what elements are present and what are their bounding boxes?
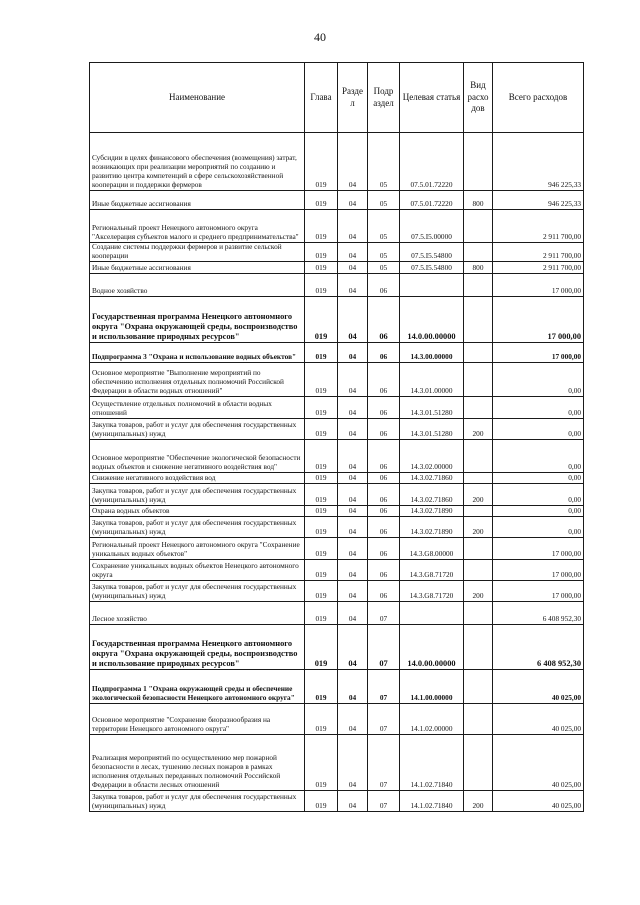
table-row — [90, 483, 584, 505]
budget-table — [89, 62, 584, 812]
cell-vid — [464, 439, 493, 472]
cell-razdel: 04 — [338, 133, 368, 191]
table-row — [90, 559, 584, 580]
cell-podrazdel: 07 — [368, 790, 400, 811]
cell-glava: 019 — [305, 559, 338, 580]
cell-podrazdel: 06 — [368, 396, 400, 418]
table-header-row — [90, 63, 584, 133]
table-row — [90, 734, 584, 790]
cell-vid — [464, 537, 493, 559]
cell-razdel: 04 — [338, 624, 368, 669]
cell-name: Осуществление отдельных полномочий в области водных отношений — [90, 396, 305, 418]
table-row — [90, 243, 584, 262]
cell-vid: 200 — [464, 418, 493, 439]
cell-glava: 019 — [305, 734, 338, 790]
cell-vid: 200 — [464, 483, 493, 505]
cell-name: Основное мероприятие "Выполнение мероприятий по обеспечению исполнения отдельных полномочий Российской Федерации в области водных отношений" — [90, 362, 305, 396]
cell-total: 0,00 — [493, 418, 584, 439]
cell-podrazdel: 07 — [368, 734, 400, 790]
cell-glava: 019 — [305, 703, 338, 734]
cell-target: 14.3.G8.71720 — [400, 580, 464, 601]
cell-total: 17 000,00 — [493, 342, 584, 362]
cell-vid — [464, 342, 493, 362]
cell-name: Основное мероприятие "Обеспечение экологической безопасности водных объектов и снижение негативного воздействия вод" — [90, 439, 305, 472]
cell-name: Создание системы поддержки фермеров и развитие сельской кооперации — [90, 243, 305, 262]
header-glava: Глава — [305, 63, 338, 133]
cell-total: 0,00 — [493, 505, 584, 516]
cell-target: 14.0.00.00000 — [400, 296, 464, 342]
cell-glava: 019 — [305, 790, 338, 811]
header-razdel: Разде л — [338, 63, 368, 133]
table-row — [90, 624, 584, 669]
cell-vid — [464, 472, 493, 483]
cell-target: 14.1.02.71840 — [400, 790, 464, 811]
cell-total: 6 408 952,30 — [493, 601, 584, 624]
cell-name: Государственная программа Ненецкого автономного округа "Охрана окружающей среды, воспроизводство и использование природных ресурсов" — [90, 624, 305, 669]
cell-podrazdel: 07 — [368, 601, 400, 624]
cell-razdel: 04 — [338, 734, 368, 790]
cell-target: 14.3.G8.71720 — [400, 559, 464, 580]
cell-glava: 019 — [305, 537, 338, 559]
table-row — [90, 362, 584, 396]
cell-glava: 019 — [305, 191, 338, 210]
cell-podrazdel: 05 — [368, 210, 400, 243]
cell-name: Закупка товаров, работ и услуг для обеспечения государственных (муниципальных) нужд — [90, 516, 305, 537]
cell-name: Подпрограмма 1 "Охрана окружающей среды и обеспечение экологической безопасности Ненецкого автономного округа" — [90, 669, 305, 703]
cell-vid: 800 — [464, 191, 493, 210]
cell-name: Снижение негативного воздействия вод — [90, 472, 305, 483]
cell-total: 2 911 700,00 — [493, 210, 584, 243]
cell-podrazdel: 06 — [368, 296, 400, 342]
cell-target: 14.3.00.00000 — [400, 342, 464, 362]
cell-target: 14.3.02.71890 — [400, 516, 464, 537]
table-row — [90, 703, 584, 734]
cell-total: 17 000,00 — [493, 296, 584, 342]
cell-vid — [464, 296, 493, 342]
cell-podrazdel: 06 — [368, 483, 400, 505]
cell-razdel: 04 — [338, 790, 368, 811]
table-row — [90, 261, 584, 273]
cell-glava: 019 — [305, 669, 338, 703]
cell-podrazdel: 06 — [368, 362, 400, 396]
cell-glava: 019 — [305, 342, 338, 362]
cell-total: 6 408 952,30 — [493, 624, 584, 669]
cell-target — [400, 601, 464, 624]
table-row — [90, 418, 584, 439]
table-row — [90, 537, 584, 559]
cell-glava: 019 — [305, 362, 338, 396]
cell-glava: 019 — [305, 296, 338, 342]
cell-target: 14.1.02.71840 — [400, 734, 464, 790]
cell-vid: 800 — [464, 261, 493, 273]
cell-vid — [464, 133, 493, 191]
cell-target: 14.3.02.71890 — [400, 505, 464, 516]
cell-vid — [464, 396, 493, 418]
cell-target: 14.3.01.51280 — [400, 418, 464, 439]
page-number: 40 — [314, 30, 326, 44]
cell-podrazdel: 06 — [368, 439, 400, 472]
cell-total: 0,00 — [493, 483, 584, 505]
cell-razdel: 04 — [338, 703, 368, 734]
cell-name: Государственная программа Ненецкого автономного округа "Охрана окружающей среды, воспроизводство и использование природных ресурсов" — [90, 296, 305, 342]
cell-total: 40 025,00 — [493, 669, 584, 703]
cell-glava: 019 — [305, 439, 338, 472]
cell-glava: 019 — [305, 516, 338, 537]
cell-name: Лесное хозяйство — [90, 601, 305, 624]
cell-target: 14.1.00.00000 — [400, 669, 464, 703]
header-podrazdel: Подр аздел — [368, 63, 400, 133]
cell-target: 07.5.01.72220 — [400, 133, 464, 191]
cell-target: 07.5.I5.00000 — [400, 210, 464, 243]
cell-name: Иные бюджетные ассигнования — [90, 191, 305, 210]
cell-razdel: 04 — [338, 273, 368, 296]
table-row — [90, 516, 584, 537]
cell-target: 14.3.G8.00000 — [400, 537, 464, 559]
cell-podrazdel: 05 — [368, 243, 400, 262]
cell-total: 2 911 700,00 — [493, 243, 584, 262]
cell-podrazdel: 06 — [368, 273, 400, 296]
cell-podrazdel: 06 — [368, 537, 400, 559]
cell-target: 14.1.02.00000 — [400, 703, 464, 734]
cell-target: 14.3.02.71860 — [400, 472, 464, 483]
cell-total: 17 000,00 — [493, 273, 584, 296]
cell-total: 17 000,00 — [493, 580, 584, 601]
table-row — [90, 439, 584, 472]
cell-vid — [464, 669, 493, 703]
cell-name: Охрана водных объектов — [90, 505, 305, 516]
cell-total: 946 225,33 — [493, 191, 584, 210]
cell-glava: 019 — [305, 261, 338, 273]
cell-razdel: 04 — [338, 243, 368, 262]
cell-total: 0,00 — [493, 362, 584, 396]
cell-glava: 019 — [305, 505, 338, 516]
table-row — [90, 396, 584, 418]
cell-glava: 019 — [305, 483, 338, 505]
cell-glava: 019 — [305, 273, 338, 296]
cell-name: Субсидии в целях финансового обеспечения (возмещения) затрат, возникающих при реализации мероприятий по созданию и развитию центра компетенций в сфере сельскохозяйственной кооперации и поддержки фермеров — [90, 133, 305, 191]
cell-podrazdel: 07 — [368, 669, 400, 703]
cell-glava: 019 — [305, 210, 338, 243]
table-row — [90, 669, 584, 703]
cell-podrazdel: 06 — [368, 342, 400, 362]
cell-vid — [464, 273, 493, 296]
cell-total: 0,00 — [493, 396, 584, 418]
table-row — [90, 296, 584, 342]
table-row — [90, 505, 584, 516]
cell-podrazdel: 05 — [368, 191, 400, 210]
cell-name: Закупка товаров, работ и услуг для обеспечения государственных (муниципальных) нужд — [90, 790, 305, 811]
cell-name: Подпрограмма 3 "Охрана и использование водных объектов" — [90, 342, 305, 362]
cell-vid — [464, 243, 493, 262]
table-row — [90, 601, 584, 624]
cell-target: 14.0.00.00000 — [400, 624, 464, 669]
cell-razdel: 04 — [338, 483, 368, 505]
cell-target — [400, 273, 464, 296]
cell-total: 17 000,00 — [493, 537, 584, 559]
cell-podrazdel: 06 — [368, 505, 400, 516]
cell-razdel: 04 — [338, 210, 368, 243]
cell-vid: 200 — [464, 516, 493, 537]
cell-total: 0,00 — [493, 439, 584, 472]
cell-vid — [464, 624, 493, 669]
cell-total: 40 025,00 — [493, 703, 584, 734]
cell-name: Закупка товаров, работ и услуг для обеспечения государственных (муниципальных) нужд — [90, 580, 305, 601]
table-row — [90, 472, 584, 483]
cell-total: 946 225,33 — [493, 133, 584, 191]
table-row — [90, 133, 584, 191]
cell-razdel: 04 — [338, 342, 368, 362]
cell-total: 0,00 — [493, 516, 584, 537]
cell-total: 2 911 700,00 — [493, 261, 584, 273]
cell-target: 14.3.01.51280 — [400, 396, 464, 418]
cell-glava: 019 — [305, 472, 338, 483]
cell-glava: 019 — [305, 243, 338, 262]
cell-podrazdel: 05 — [368, 133, 400, 191]
cell-glava: 019 — [305, 601, 338, 624]
cell-razdel: 04 — [338, 296, 368, 342]
cell-vid — [464, 505, 493, 516]
cell-vid — [464, 559, 493, 580]
table-row — [90, 342, 584, 362]
table-row — [90, 790, 584, 811]
table-row — [90, 191, 584, 210]
cell-vid — [464, 703, 493, 734]
cell-glava: 019 — [305, 580, 338, 601]
cell-podrazdel: 06 — [368, 516, 400, 537]
cell-vid — [464, 734, 493, 790]
cell-razdel: 04 — [338, 439, 368, 472]
table-row — [90, 210, 584, 243]
cell-podrazdel: 07 — [368, 703, 400, 734]
cell-razdel: 04 — [338, 362, 368, 396]
cell-name: Основное мероприятие "Сохранение биоразнообразия на территории Ненецкого автономного округа" — [90, 703, 305, 734]
cell-podrazdel: 06 — [368, 418, 400, 439]
table-row — [90, 580, 584, 601]
cell-name: Реализация мероприятий по осуществлению мер пожарной безопасности в лесах, тушению лесных пожаров в рамках исполнения отдельных переданных полномочий Российской Федерации в области лесных отношений — [90, 734, 305, 790]
cell-total: 40 025,00 — [493, 734, 584, 790]
cell-name: Региональный проект Ненецкого автономного округа "Акселерация субъектов малого и среднего предпринимательства" — [90, 210, 305, 243]
cell-razdel: 04 — [338, 191, 368, 210]
cell-glava: 019 — [305, 418, 338, 439]
cell-name: Региональный проект Ненецкого автономного округа "Сохранение уникальных водных объектов" — [90, 537, 305, 559]
header-vid: Вид расхо дов — [464, 63, 493, 133]
cell-glava: 019 — [305, 133, 338, 191]
cell-name: Закупка товаров, работ и услуг для обеспечения государственных (муниципальных) нужд — [90, 418, 305, 439]
cell-glava: 019 — [305, 396, 338, 418]
cell-razdel: 04 — [338, 505, 368, 516]
header-target: Целевая статья — [400, 63, 464, 133]
cell-podrazdel: 06 — [368, 580, 400, 601]
cell-target: 14.3.01.00000 — [400, 362, 464, 396]
cell-razdel: 04 — [338, 537, 368, 559]
cell-target: 07.5.01.72220 — [400, 191, 464, 210]
cell-razdel: 04 — [338, 559, 368, 580]
cell-podrazdel: 05 — [368, 261, 400, 273]
cell-razdel: 04 — [338, 261, 368, 273]
cell-name: Сохранение уникальных водных объектов Ненецкого автономного округа — [90, 559, 305, 580]
cell-target: 14.3.02.71860 — [400, 483, 464, 505]
cell-target: 07.5.I5.54800 — [400, 261, 464, 273]
cell-razdel: 04 — [338, 669, 368, 703]
cell-target: 07.5.I5.54800 — [400, 243, 464, 262]
cell-name: Иные бюджетные ассигнования — [90, 261, 305, 273]
cell-vid — [464, 601, 493, 624]
cell-vid: 200 — [464, 790, 493, 811]
cell-podrazdel: 06 — [368, 472, 400, 483]
cell-vid — [464, 362, 493, 396]
cell-total: 40 025,00 — [493, 790, 584, 811]
cell-target: 14.3.02.00000 — [400, 439, 464, 472]
cell-name: Водное хозяйство — [90, 273, 305, 296]
cell-glava: 019 — [305, 624, 338, 669]
cell-razdel: 04 — [338, 418, 368, 439]
header-total: Всего расходов — [493, 63, 584, 133]
cell-razdel: 04 — [338, 601, 368, 624]
cell-razdel: 04 — [338, 472, 368, 483]
table-row — [90, 273, 584, 296]
header-name: Наименование — [90, 63, 305, 133]
cell-total: 17 000,00 — [493, 559, 584, 580]
cell-razdel: 04 — [338, 580, 368, 601]
cell-podrazdel: 07 — [368, 624, 400, 669]
cell-total: 0,00 — [493, 472, 584, 483]
cell-vid — [464, 210, 493, 243]
table-body — [90, 133, 584, 812]
cell-razdel: 04 — [338, 396, 368, 418]
cell-vid: 200 — [464, 580, 493, 601]
cell-razdel: 04 — [338, 516, 368, 537]
cell-podrazdel: 06 — [368, 559, 400, 580]
cell-name: Закупка товаров, работ и услуг для обеспечения государственных (муниципальных) нужд — [90, 483, 305, 505]
